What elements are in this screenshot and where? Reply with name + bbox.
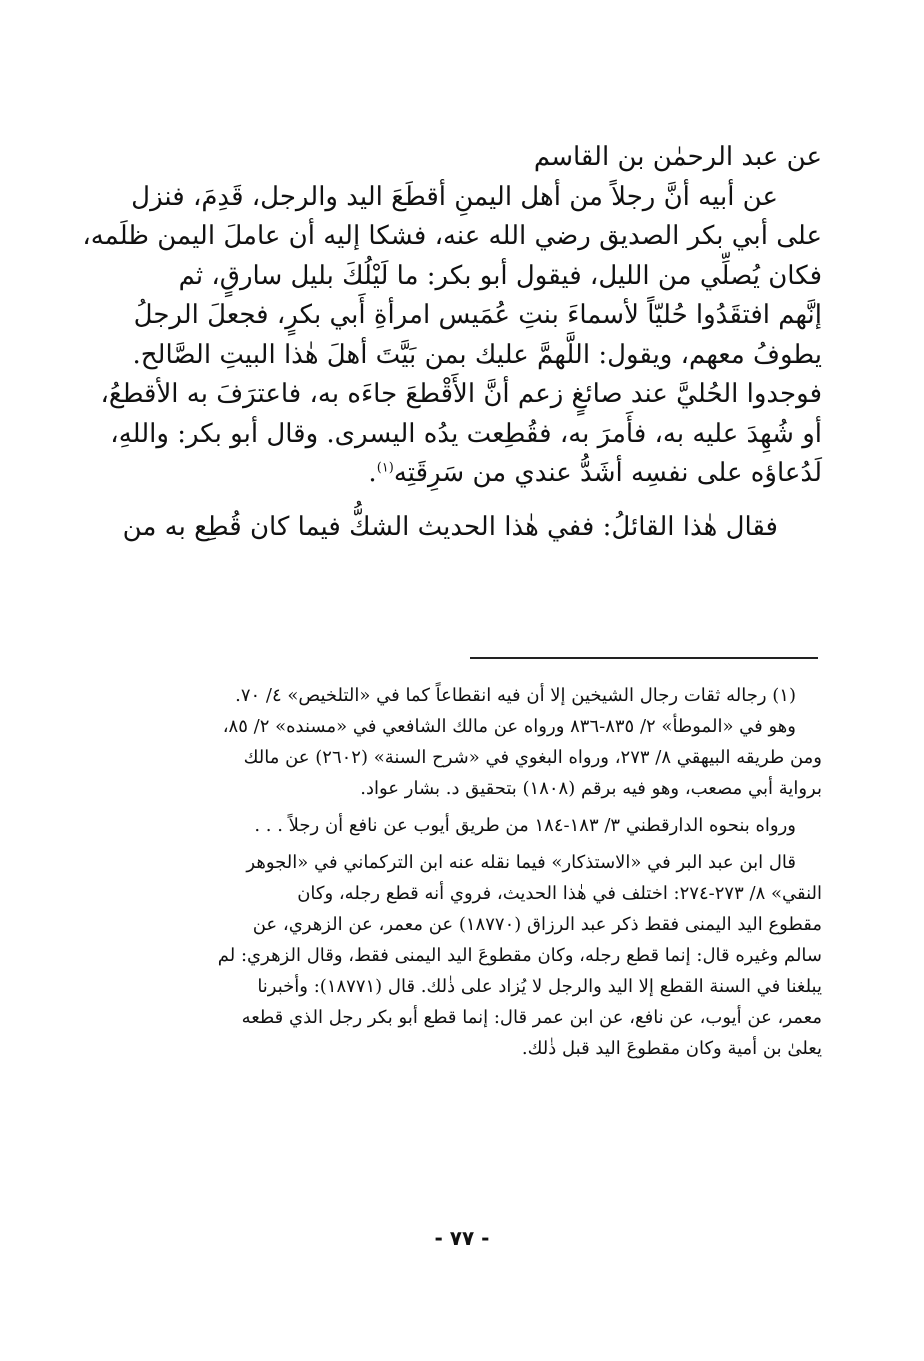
footnote-line: (١) رجاله ثقات رجال الشيخين إلا أن فيه انقطاعاً كما في «التلخيص» ٤/ ٧٠. bbox=[235, 685, 796, 706]
footnote-line: وهو في «الموطأ» ٢/ ٨٣٥-٨٣٦ ورواه عن مالك الشافعي في «مسنده» ٢/ ٨٥، bbox=[222, 716, 796, 737]
footnote-line: قال ابن عبد البر في «الاستذكار» فيما نقله عنه ابن التركماني في «الجوهر bbox=[246, 852, 796, 873]
main-text-line: يطوفُ معهم، ويقول: اللَّهمَّ عليك بمن بَيَّتَ أهلَ هٰذا البيتِ الصَّالح. bbox=[132, 339, 822, 370]
footnote-line: يبلغنا في السنة القطع إلا اليد والرجل لا يُزاد على ذٰلك. قال (١٨٧٧١): وأخبرنا bbox=[257, 976, 822, 997]
main-text-line: عن عبد الرحمٰن بن القاسم bbox=[533, 142, 822, 172]
page-number: - ٧٧ - bbox=[434, 1226, 490, 1250]
footnote-line: برواية أبي مصعب، وهو فيه برقم (١٨٠٨) بتحقيق د. بشار عواد. bbox=[360, 778, 822, 799]
footnote-line: ورواه بنحوه الدارقطني ٣/ ١٨٣-١٨٤ من طريق أيوب عن نافع أن رجلاً . . . bbox=[254, 815, 796, 836]
main-text-line: فكان يُصلِّي من الليل، فيقول أبو بكر: ما لَيْلُكَ بليل سارقٍ، ثم bbox=[178, 260, 822, 291]
footnotes-block bbox=[100, 680, 822, 1064]
footnote-line: النقي» ٨/ ٢٧٣-٢٧٤: اختلف في هٰذا الحديث، فروي أنه قطع رجله، وكان bbox=[297, 883, 822, 904]
paragraph-gap bbox=[100, 494, 822, 508]
main-text-line: لَدُعاؤه على نفسِه أشَدُّ عندي من سَرِقَتِه$^{(١)}$. bbox=[368, 458, 822, 488]
footnote-line: ومن طريقه البيهقي ٨/ ٢٧٣، ورواه البغوي في «شرح السنة» (٢٦٠٢) عن مالك bbox=[243, 747, 822, 768]
footnote-line: مقطوع اليد اليمنى فقط ذكر عبد الرزاق (١٨٧٧٠) عن معمر، عن الزهري، عن bbox=[252, 914, 822, 935]
main-text-line: فوجدوا الحُليَّ عند صائغٍ زعم أنَّ الأَقْطعَ جاءَه به، فاعترَفَ به الأقطعُ، bbox=[100, 379, 822, 409]
main-text-block bbox=[82, 138, 822, 547]
main-text-line-content: لَدُعاؤه على نفسِه أشَدُّ عندي من سَرِقَتِه bbox=[393, 458, 822, 488]
main-text-line: فقال هٰذا القائلُ: ففي هٰذا الحديث الشكُّ فيما كان قُطِع به من bbox=[122, 511, 778, 542]
main-text-line: عن أبيه أنَّ رجلاً من أهل اليمنِ أقطَعَ اليد والرجل، قَدِمَ، فنزل bbox=[131, 181, 778, 212]
main-text-line: على أبي بكر الصديق رضي الله عنه، فشكا إليه أن عاملَ اليمن ظلَمه، bbox=[82, 221, 822, 251]
footnote-line: سالم وغيره قال: إنما قطع رجله، وكان مقطوعَ اليد اليمنى فقط، وقال الزهري: لم bbox=[217, 945, 822, 966]
footnote-line: معمر، عن أيوب، عن نافع، عن ابن عمر قال: إنما قطع أبو بكر رجل الذي قطعه bbox=[241, 1007, 822, 1028]
main-text-line: إنَّهم افتقَدُوا حُليّاً لأسماءَ بنتِ عُمَيس امرأةِ أَبي بكرٍ، فجعلَ الرجلُ bbox=[133, 300, 822, 330]
footnote-reference: (١) bbox=[376, 460, 394, 476]
footnote-line: يعلىٰ بن أمية وكان مقطوعَ اليد قبل ذٰلك. bbox=[521, 1038, 822, 1059]
footnote-separator bbox=[470, 657, 818, 659]
main-text-line: أو شُهِدَ عليه به، فأَمرَ به، فقُطِعت يدُه اليسرى. وقال أبو بكر: واللهِ، bbox=[110, 418, 822, 449]
